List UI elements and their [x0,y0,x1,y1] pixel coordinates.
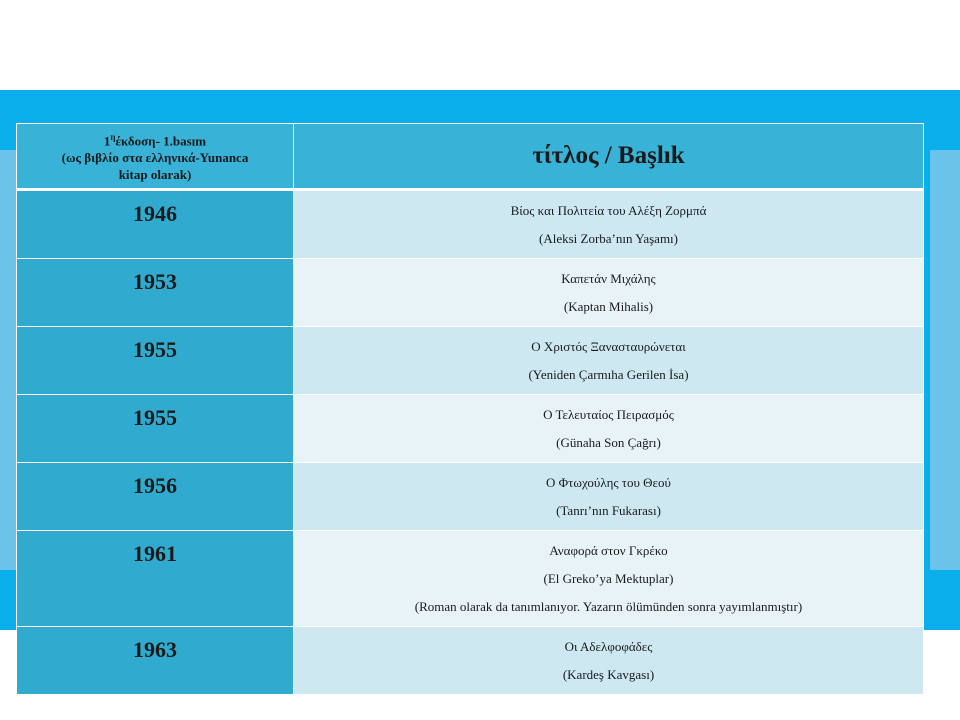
title-cell [294,327,924,395]
greek-title: Βίος και Πολιτεία του Αλέξη Ζορμπά [510,203,707,218]
title-cell [294,190,924,259]
greek-title: Αναφορά στον Γκρέκο [549,543,668,558]
year-cell: 1955 [17,395,294,463]
turkish-title: (Kardeş Kavgası) [562,667,655,682]
right-accent-bar [930,150,960,570]
year-cell: 1961 [17,531,294,627]
turkish-title: (Aleksi Zorba’nın Yaşamı) [538,231,678,246]
edition-number: 1 [103,133,111,149]
year-cell: 1953 [17,259,294,327]
year-cell: 1956 [17,463,294,531]
turkish-title: (Günaha Son Çağrı) [556,435,661,450]
edition-header-line2: (ως βιβλίο στα ελληνικά-Yunanca [61,150,249,166]
edition-column-header [17,124,294,190]
edition-label: έκδοση- 1.basım [115,133,207,149]
greek-title: Καπετάν Μιχάλης [561,271,656,286]
table-header-row [17,124,924,190]
title-cell [294,531,924,627]
edition-ordinal: η [110,131,116,142]
turkish-title: (El Greko’ya Mektuplar) [543,571,674,586]
left-accent-bar [0,150,16,570]
table-row [17,463,924,531]
title-column-header: τίτλος / Başlık [294,124,924,190]
title-cell [294,463,924,531]
title-cell [294,395,924,463]
turkish-title: (Yeniden Çarmıha Gerilen İsa) [528,367,689,382]
year-cell: 1955 [17,327,294,395]
edition-header-line3: kitap olarak) [118,167,192,183]
year-cell: 1946 [17,190,294,259]
greek-title: Ο Φτωχούλης του Θεού [546,475,671,490]
turkish-title: (Roman olarak da tanımlanıyor. Yazarın ölümünden sonra yayımlanmıştır) [414,599,803,614]
title-cell [294,259,924,327]
table-row [17,627,924,695]
turkish-title: (Tanrı’nın Fukarası) [556,503,661,518]
table-row [17,395,924,463]
edition-header-line1 [17,129,293,149]
greek-title: Ο Τελευταίος Πειρασμός [543,407,674,422]
table-row [17,327,924,395]
table-row [17,190,924,259]
greek-title: Ο Χριστός Ξανασταυρώνεται [531,339,686,354]
table-row [17,259,924,327]
turkish-title: (Kaptan Mihalis) [563,299,654,314]
table-row [17,531,924,627]
publication-table [16,123,924,695]
greek-title: Οι Αδελφοφάδες [564,639,653,654]
year-cell: 1963 [17,627,294,695]
title-cell [294,627,924,695]
